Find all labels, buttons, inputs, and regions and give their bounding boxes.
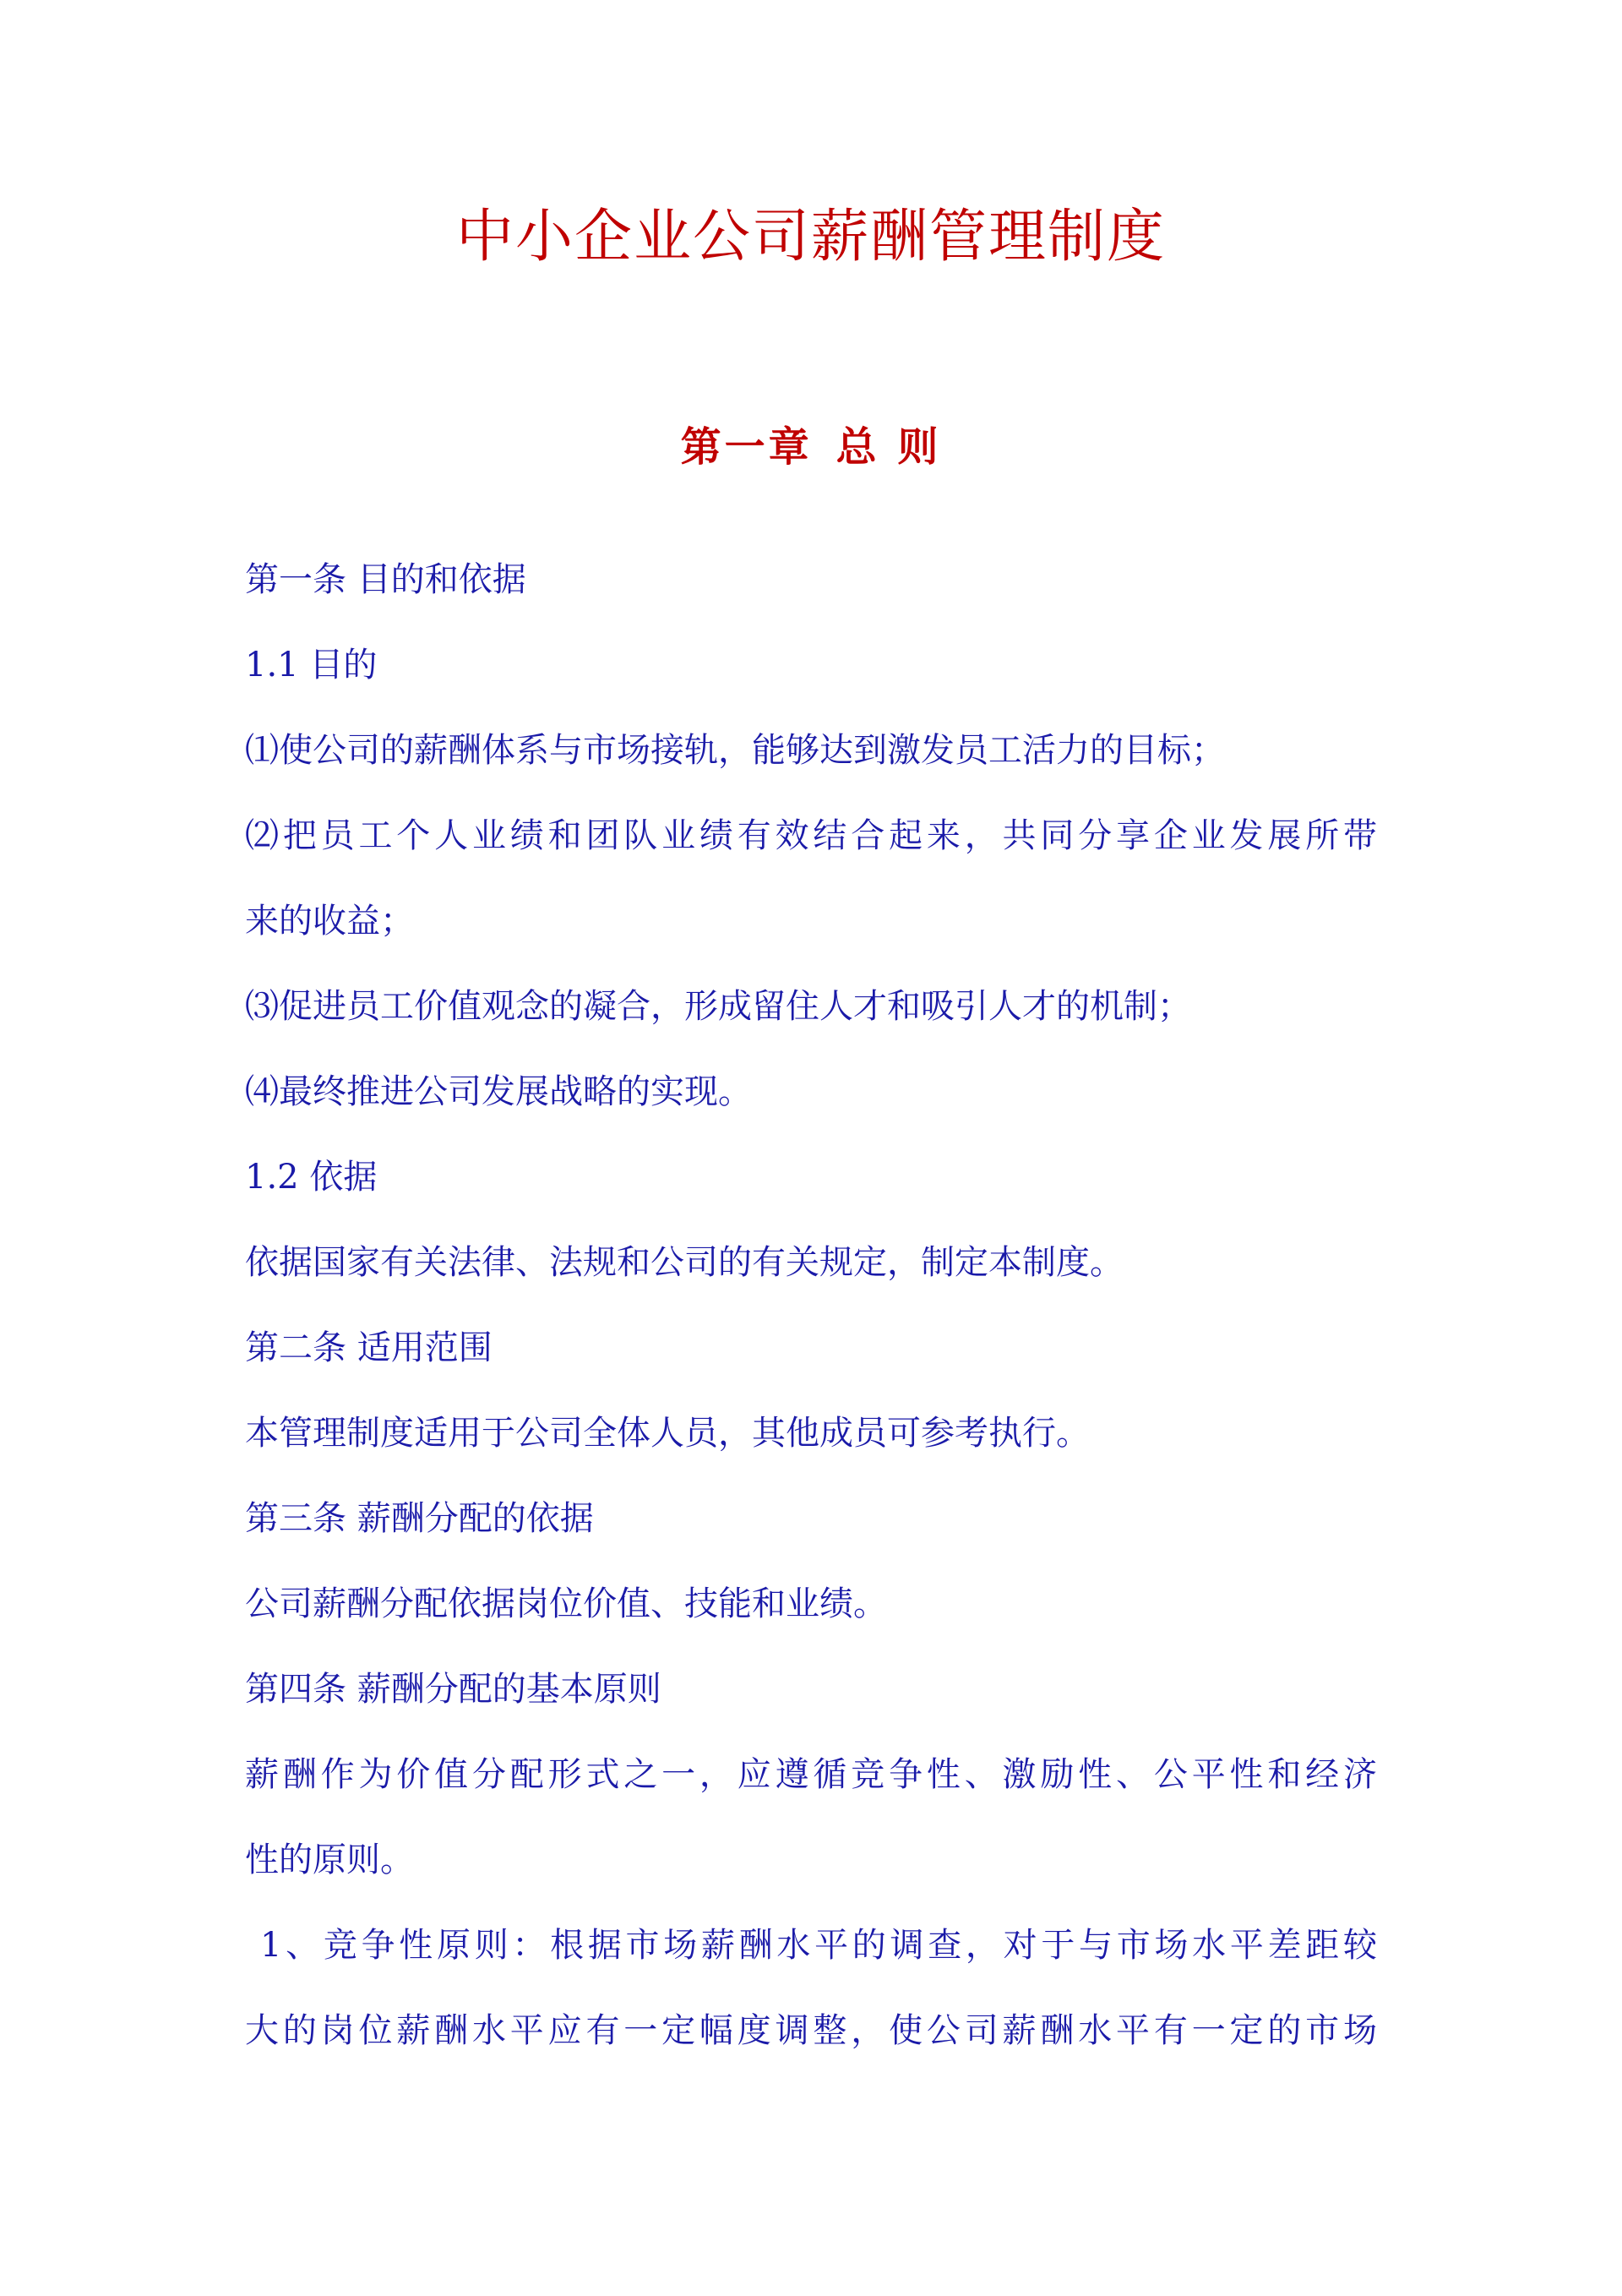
document-title: 中小企业公司薪酬管理制度 [455, 204, 1166, 270]
paragraph-line: ⑷最终推进公司发展战略的实现。 [245, 1072, 752, 1111]
paragraph-line: 本管理制度适用于公司全体人员，其他成员可参考执行。 [245, 1414, 1090, 1453]
paragraph-line: 公司薪酬分配依据岗位价值、技能和业绩。 [245, 1584, 887, 1623]
paragraph-line: 来的收益； [245, 902, 414, 941]
article-heading-2: 第二条 适用范围 [245, 1328, 493, 1367]
article-heading-4: 第四条 薪酬分配的基本原则 [245, 1670, 661, 1709]
paragraph-line: 薪酬作为价值分配形式之一，应遵循竞争性、激励性、公平性和经济 [245, 1755, 1377, 1794]
paragraph-line: 大的岗位薪酬水平应有一定幅度调整，使公司薪酬水平有一定的市场 [245, 2011, 1377, 2050]
paragraph-line: ⑵把员工个人业绩和团队业绩有效结合起来，共同分享企业发展所带 [245, 816, 1377, 855]
paragraph-line: 依据国家有关法律、法规和公司的有关规定，制定本制度。 [245, 1243, 1124, 1282]
paragraph-line: 性的原则。 [245, 1841, 414, 1879]
section-heading-1-2: 1.2 依据 [245, 1158, 378, 1197]
paragraph-line: ⑶促进员工价值观念的凝合，形成留住人才和吸引人才的机制； [245, 987, 1191, 1026]
paragraph-line: ⑴使公司的薪酬体系与市场接轨，能够达到激发员工活力的目标； [245, 731, 1225, 770]
chapter-name: 总 则 [835, 423, 942, 471]
article-heading-1: 第一条 目的和依据 [245, 560, 526, 599]
chapter-label: 第一章 [680, 423, 813, 471]
section-heading-1-1: 1.1 目的 [245, 646, 378, 684]
chapter-heading [0, 419, 1622, 475]
article-heading-3: 第三条 薪酬分配的依据 [245, 1499, 594, 1538]
paragraph-line: 1、竞争性原则：根据市场薪酬水平的调查，对于与市场水平差距较 [260, 1926, 1377, 1965]
